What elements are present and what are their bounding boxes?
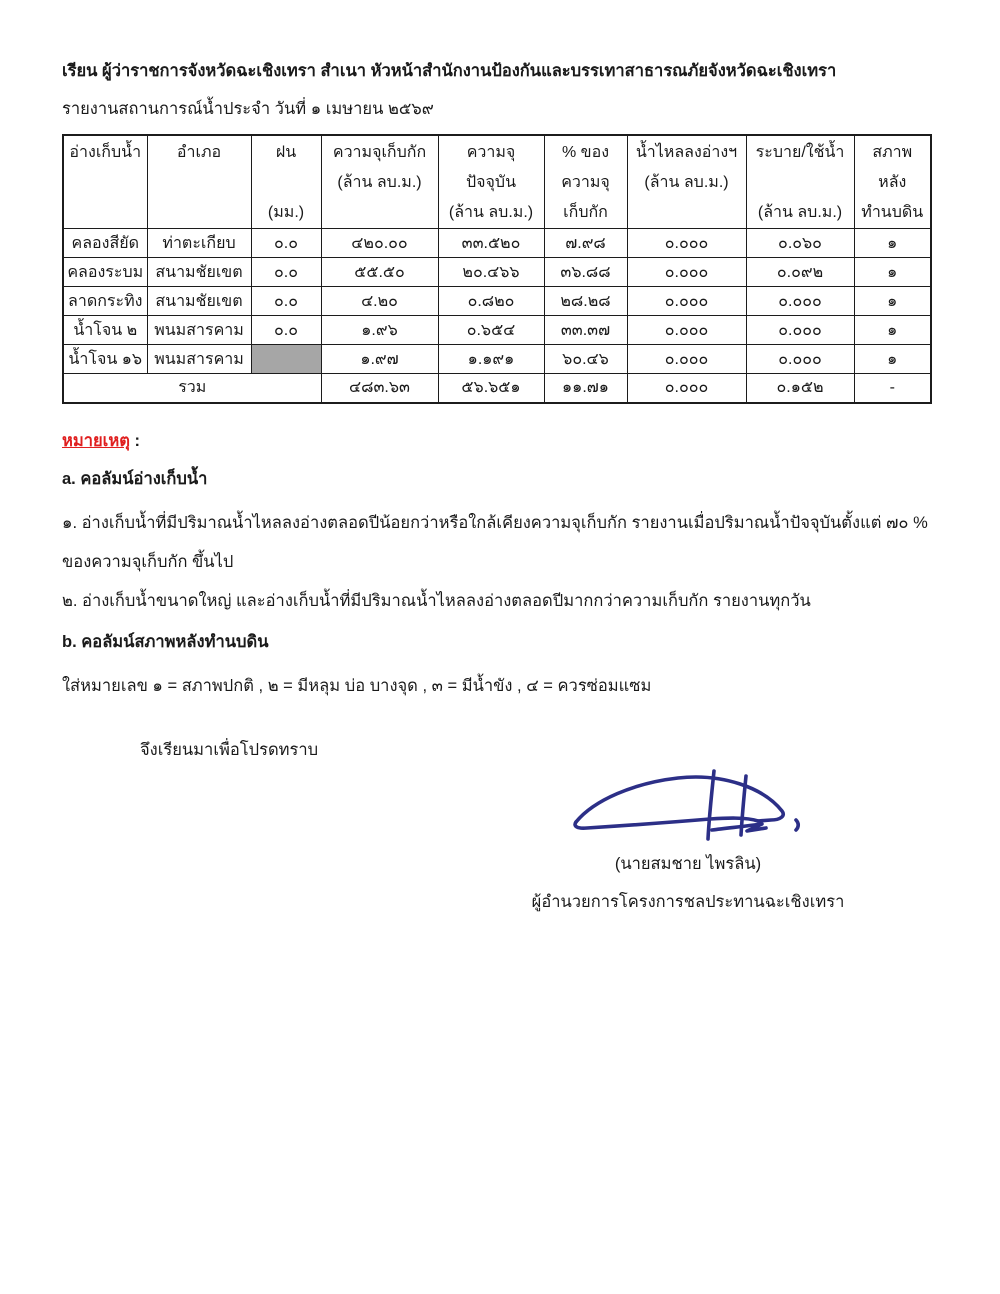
table-cell: ๑ bbox=[854, 258, 931, 287]
note-1-line-1: ๑. อ่างเก็บน้ำที่มีปริมาณน้ำไหลลงอ่างตลอดปีน้อยกว่าหรือใกล้เคียงความจุเก็บกัก รายงานเมื่อปริมาณน้ำปัจจุบันตั้งแต่ ๗๐ % bbox=[62, 514, 928, 532]
table-cell: ๑.๙๖ bbox=[321, 316, 438, 345]
table-cell: พนมสารคาม bbox=[147, 316, 251, 345]
table-cell: ๔๒๐.๐๐ bbox=[321, 229, 438, 258]
column-header-line: เก็บกัก bbox=[563, 204, 608, 221]
column-header bbox=[63, 135, 147, 229]
table-row bbox=[63, 287, 931, 316]
table-cell: ท่าตะเกียบ bbox=[147, 229, 251, 258]
table-row bbox=[63, 258, 931, 287]
column-header-line: ความจุ bbox=[466, 144, 516, 161]
notes-heading-colon: : bbox=[129, 432, 141, 450]
table-header-row bbox=[63, 135, 931, 229]
section-b-title: b. คอลัมน์สภาพหลังทำนบดิน bbox=[62, 633, 269, 651]
table-cell: ๒๐.๔๖๖ bbox=[438, 258, 544, 287]
table-row bbox=[63, 229, 931, 258]
table-cell: ๐.๘๒๐ bbox=[438, 287, 544, 316]
table-cell: ๐.๐๐๐ bbox=[746, 316, 854, 345]
table-cell: ๖๐.๔๖ bbox=[544, 345, 627, 374]
table-cell: ๐.๐ bbox=[251, 316, 321, 345]
table-cell: ๔.๒๐ bbox=[321, 287, 438, 316]
table-cell: ๗.๙๘ bbox=[544, 229, 627, 258]
column-header-line: ทำนบดิน bbox=[861, 204, 924, 221]
table-cell: ๐.๑๕๒ bbox=[746, 374, 854, 403]
table-cell: ๐.๐๐๐ bbox=[627, 316, 746, 345]
column-header bbox=[746, 135, 854, 229]
note-b: ใส่หมายเลข ๑ = สภาพปกติ , ๒ = มีหลุม บ่อ บางจุด , ๓ = มีน้ำขัง , ๔ = ควรซ่อมแซม bbox=[62, 677, 652, 695]
column-header bbox=[251, 135, 321, 229]
total-label: รวม bbox=[63, 374, 321, 403]
table-cell: ๕๖.๖๕๑ bbox=[438, 374, 544, 403]
closing-line: จึงเรียนมาเพื่อโปรดทราบ bbox=[140, 741, 319, 759]
signatory-title: ผู้อำนวยการโครงการชลประทานฉะเชิงเทรา bbox=[531, 893, 845, 911]
column-header-line: ฝน bbox=[275, 144, 297, 161]
column-header-line bbox=[148, 198, 251, 228]
note-1-line-2: ของความจุเก็บกัก ขึ้นไป bbox=[62, 553, 234, 571]
table-cell: ๐.๐๐๐ bbox=[746, 287, 854, 316]
table-cell: พนมสารคาม bbox=[147, 345, 251, 374]
column-header-line bbox=[322, 198, 438, 228]
column-header-line bbox=[747, 168, 854, 198]
table-cell: คลองสียัด bbox=[63, 229, 147, 258]
column-header bbox=[147, 135, 251, 229]
table-cell: คลองระบม bbox=[63, 258, 147, 287]
table-cell: ๔๘๓.๖๓ bbox=[321, 374, 438, 403]
notes-heading-label: หมายเหตุ bbox=[62, 432, 130, 450]
column-header-line: % ของ bbox=[561, 144, 610, 161]
column-header-line: หลัง bbox=[878, 174, 907, 191]
table-cell: ๑ bbox=[854, 229, 931, 258]
column-header-line: (มม.) bbox=[267, 204, 305, 221]
column-header-line: อำเภอ bbox=[176, 144, 222, 161]
table-cell: ๐.๐ bbox=[251, 287, 321, 316]
table-cell: ๐.๖๕๔ bbox=[438, 316, 544, 345]
column-header-line bbox=[628, 198, 746, 228]
signatory-name: (นายสมชาย ไพรลิน) bbox=[614, 855, 762, 873]
column-header-line bbox=[64, 168, 147, 198]
table-row bbox=[63, 345, 931, 374]
column-header-line: ความจุเก็บกัก bbox=[332, 144, 427, 161]
column-header-line: ความจุ bbox=[561, 174, 610, 191]
column-header-line: สภาพ bbox=[872, 144, 913, 161]
table-total-row bbox=[63, 374, 931, 403]
notes-heading bbox=[62, 428, 140, 454]
column-header bbox=[854, 135, 931, 229]
table-cell bbox=[251, 345, 321, 374]
greeting-line: เรียน ผู้ว่าราชการจังหวัดฉะเชิงเทรา สำเนา หัวหน้าสำนักงานป้องกันและบรรเทาสาธารณภัยจังหวัดฉะเชิงเทรา bbox=[62, 62, 837, 80]
table-cell: ๑.๑๙๑ bbox=[438, 345, 544, 374]
note-2: ๒. อ่างเก็บน้ำขนาดใหญ่ และอ่างเก็บน้ำที่มีปริมาณน้ำไหลลงอ่างตลอดปีมากกว่าความเก็บกัก รายงานทุกวัน bbox=[62, 592, 811, 610]
column-header-line: ปัจจุบัน bbox=[466, 174, 516, 191]
table-cell: ๓๓.๕๒๐ bbox=[438, 229, 544, 258]
table-cell: ๐.๐๙๒ bbox=[746, 258, 854, 287]
column-header-line bbox=[252, 168, 321, 198]
column-header bbox=[438, 135, 544, 229]
table-cell: ๕๕.๕๐ bbox=[321, 258, 438, 287]
table-cell: ๑ bbox=[854, 287, 931, 316]
table-cell: ๐.๐๐๐ bbox=[627, 258, 746, 287]
column-header-line bbox=[148, 168, 251, 198]
column-header-line: (ล้าน ลบ.ม.) bbox=[448, 204, 534, 221]
column-header-line: น้ำไหลลงอ่างฯ bbox=[635, 144, 738, 161]
table-cell: สนามชัยเขต bbox=[147, 258, 251, 287]
column-header bbox=[321, 135, 438, 229]
table-cell: ๐.๐๐๐ bbox=[627, 287, 746, 316]
column-header-line: อ่างเก็บน้ำ bbox=[69, 144, 142, 161]
column-header-line: ระบาย/ใช้น้ำ bbox=[755, 144, 845, 161]
table-cell: ๐.๐ bbox=[251, 258, 321, 287]
column-header-line: (ล้าน ลบ.ม.) bbox=[644, 174, 729, 191]
signature-ink bbox=[562, 764, 814, 848]
table-cell: น้ำโจน ๑๖ bbox=[63, 345, 147, 374]
table-cell: ลาดกระทิง bbox=[63, 287, 147, 316]
table-cell: ๐.๐๐๐ bbox=[627, 345, 746, 374]
table-cell: ๑๑.๗๑ bbox=[544, 374, 627, 403]
report-title-line: รายงานสถานการณ์น้ำประจำ วันที่ ๑ เมษายน ๒๕๖๙ bbox=[62, 100, 434, 118]
column-header-line: (ล้าน ลบ.ม.) bbox=[337, 174, 422, 191]
table-cell: ๑.๙๗ bbox=[321, 345, 438, 374]
table-cell: ๑ bbox=[854, 316, 931, 345]
table-cell: ๑ bbox=[854, 345, 931, 374]
table-cell: ๓๓.๓๗ bbox=[544, 316, 627, 345]
table-cell: - bbox=[854, 374, 931, 403]
column-header-line bbox=[64, 198, 147, 228]
table-cell: ๐.๐ bbox=[251, 229, 321, 258]
table-cell: ๐.๐๐๐ bbox=[627, 229, 746, 258]
table-row bbox=[63, 316, 931, 345]
column-header-line: (ล้าน ลบ.ม.) bbox=[757, 204, 843, 221]
water-table bbox=[62, 134, 932, 404]
column-header bbox=[544, 135, 627, 229]
table-cell: สนามชัยเขต bbox=[147, 287, 251, 316]
table-cell: ๐.๐๖๐ bbox=[746, 229, 854, 258]
table-cell: ๐.๐๐๐ bbox=[627, 374, 746, 403]
table-cell: ๒๘.๒๘ bbox=[544, 287, 627, 316]
table-body bbox=[63, 229, 931, 403]
column-header bbox=[627, 135, 746, 229]
table-cell: ๐.๐๐๐ bbox=[746, 345, 854, 374]
section-a-title: a. คอลัมน์อ่างเก็บน้ำ bbox=[62, 470, 208, 488]
table-cell: น้ำโจน ๒ bbox=[63, 316, 147, 345]
table-cell: ๓๖.๘๘ bbox=[544, 258, 627, 287]
